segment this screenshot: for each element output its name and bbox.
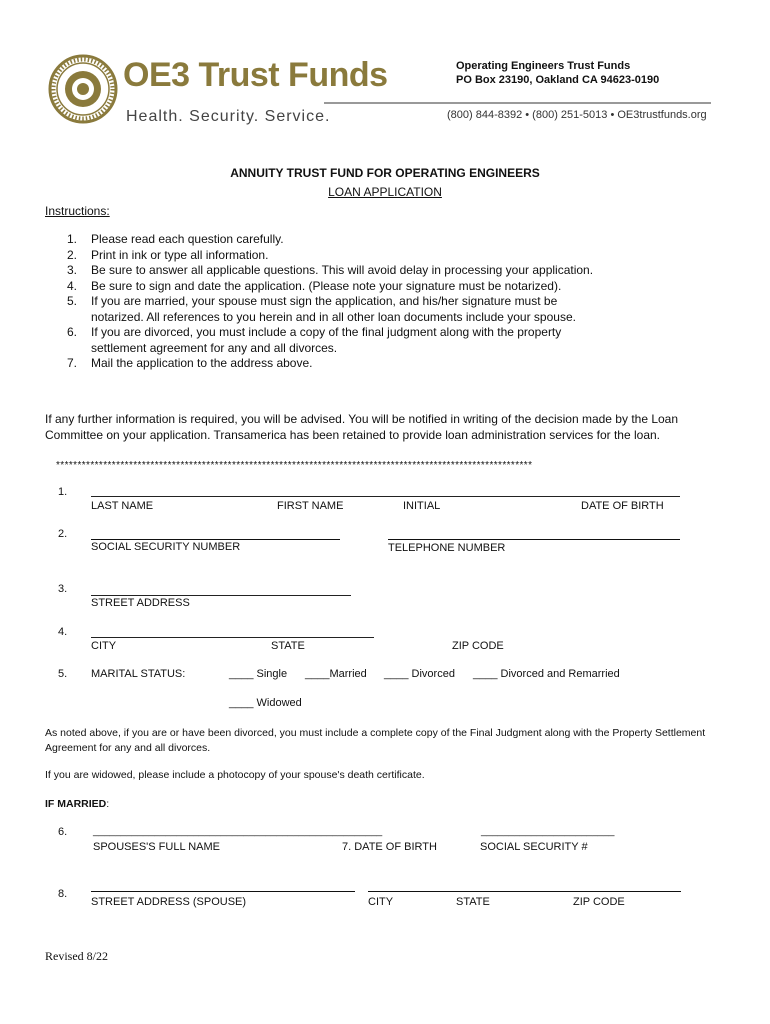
spouse-ssn-label: SOCIAL SECURITY # (480, 841, 588, 853)
first-name-label: FIRST NAME (277, 500, 344, 512)
field-number: 6. (58, 826, 68, 838)
list-item: 6. If you are divorced, you must include a copy of the final judgment along with the property settlement agreement for any and all divorces. (67, 325, 562, 355)
spouse-ssn-line[interactable]: ________________________ (481, 826, 615, 837)
instructions-label: Instructions: (45, 204, 110, 218)
if-married-colon: : (106, 798, 110, 810)
spouse-city-state-zip-line[interactable] (368, 891, 681, 892)
marital-status-label: MARITAL STATUS: (91, 668, 186, 680)
instructions-list (45, 232, 605, 372)
single-option[interactable]: ____ Single (229, 668, 288, 680)
widowed-note: If you are widowed, please include a photocopy of your spouse's death certificate. (45, 769, 425, 781)
header-address: PO Box 23190, Oakland CA 94623-0190 (456, 74, 660, 86)
spouse-name-line[interactable]: ____________________________________________________ (93, 826, 383, 837)
notice-text: If any further information is required, you will be advised. You will be notified in writing of the decision made by the Loan Committee on your application. Transamerica has been retained to provide loan administration services for the loan. (45, 412, 679, 442)
spouse-dob-label: 7. DATE OF BIRTH (342, 841, 437, 853)
field-number: 5. (58, 668, 68, 680)
state-label: STATE (271, 640, 305, 652)
divorced-note: As noted above, if you are or have been divorced, you must include a complete copy of the Final Judgment along with the Property Settlement Agreement for any and all divorces. (45, 727, 706, 754)
separator: *************************************************************************************************************** (56, 460, 533, 471)
field-number: 1. (58, 486, 68, 498)
field-number: 4. (58, 626, 68, 638)
divorced-option[interactable]: ____ Divorced (384, 668, 455, 680)
list-item: 4. Be sure to sign and date the application. (Please note your signature must be notarized). (67, 278, 562, 293)
header-contact: (800) 844-8392 • (800) 251-5013 • OE3trustfunds.org (447, 109, 707, 121)
logo-seal (48, 54, 118, 124)
tagline: Health. Security. Service. (126, 108, 331, 125)
phone-line[interactable] (388, 539, 680, 540)
list-item: 7. Mail the application to the address above. (67, 356, 313, 370)
logo-title: OE3 Trust Funds (123, 56, 388, 94)
spouse-full-name-label: SPOUSES'S FULL NAME (93, 841, 221, 853)
last-name-label: LAST NAME (91, 500, 154, 512)
spouse-zip-label: ZIP CODE (573, 896, 625, 908)
header-org-name: Operating Engineers Trust Funds (456, 60, 631, 72)
page-subtitle: LOAN APPLICATION (328, 185, 442, 199)
ssn-line[interactable] (91, 539, 340, 540)
if-married-label: IF MARRIED (45, 798, 107, 810)
spouse-street-label: STREET ADDRESS (SPOUSE) (91, 896, 247, 908)
spouse-street-line[interactable] (91, 891, 355, 892)
widowed-option[interactable]: ____ Widowed (229, 697, 302, 709)
spouse-city-label: CITY (368, 896, 394, 908)
list-item: 1. Please read each question carefully. (67, 232, 284, 246)
street-line[interactable] (91, 595, 351, 596)
header-rule (324, 102, 711, 104)
city-state-line[interactable] (91, 637, 374, 638)
list-item: 2. Print in ink or type all information. (67, 247, 269, 262)
divorced-remarried-option[interactable]: ____ Divorced and Remarried (473, 668, 620, 680)
list-item: 3. Be sure to answer all applicable questions. This will avoid delay in processing your application. (67, 263, 594, 277)
ssn-label: SOCIAL SECURITY NUMBER (91, 541, 241, 553)
field-number: 8. (58, 888, 68, 900)
phone-label: TELEPHONE NUMBER (388, 542, 506, 554)
city-label: CITY (91, 640, 117, 652)
field-number: 3. (58, 583, 68, 595)
field-number: 2. (58, 528, 68, 540)
initial-label: INITIAL (403, 500, 441, 512)
street-label: STREET ADDRESS (91, 597, 190, 609)
spouse-state-label: STATE (456, 896, 490, 908)
revised-date: Revised 8/22 (45, 949, 108, 963)
zip-label: ZIP CODE (452, 640, 504, 652)
page-title: ANNUITY TRUST FUND FOR OPERATING ENGINEERS (230, 166, 540, 180)
name-dob-line[interactable] (91, 496, 680, 497)
dob-label: DATE OF BIRTH (581, 500, 664, 512)
if-married-heading (45, 798, 109, 810)
married-option[interactable]: ____Married (305, 668, 367, 680)
list-item: 5. If you are married, your spouse must sign the application, and his/her signature must be notarized. All references to you herein and in all other loan documents include your spouse. (67, 294, 576, 324)
